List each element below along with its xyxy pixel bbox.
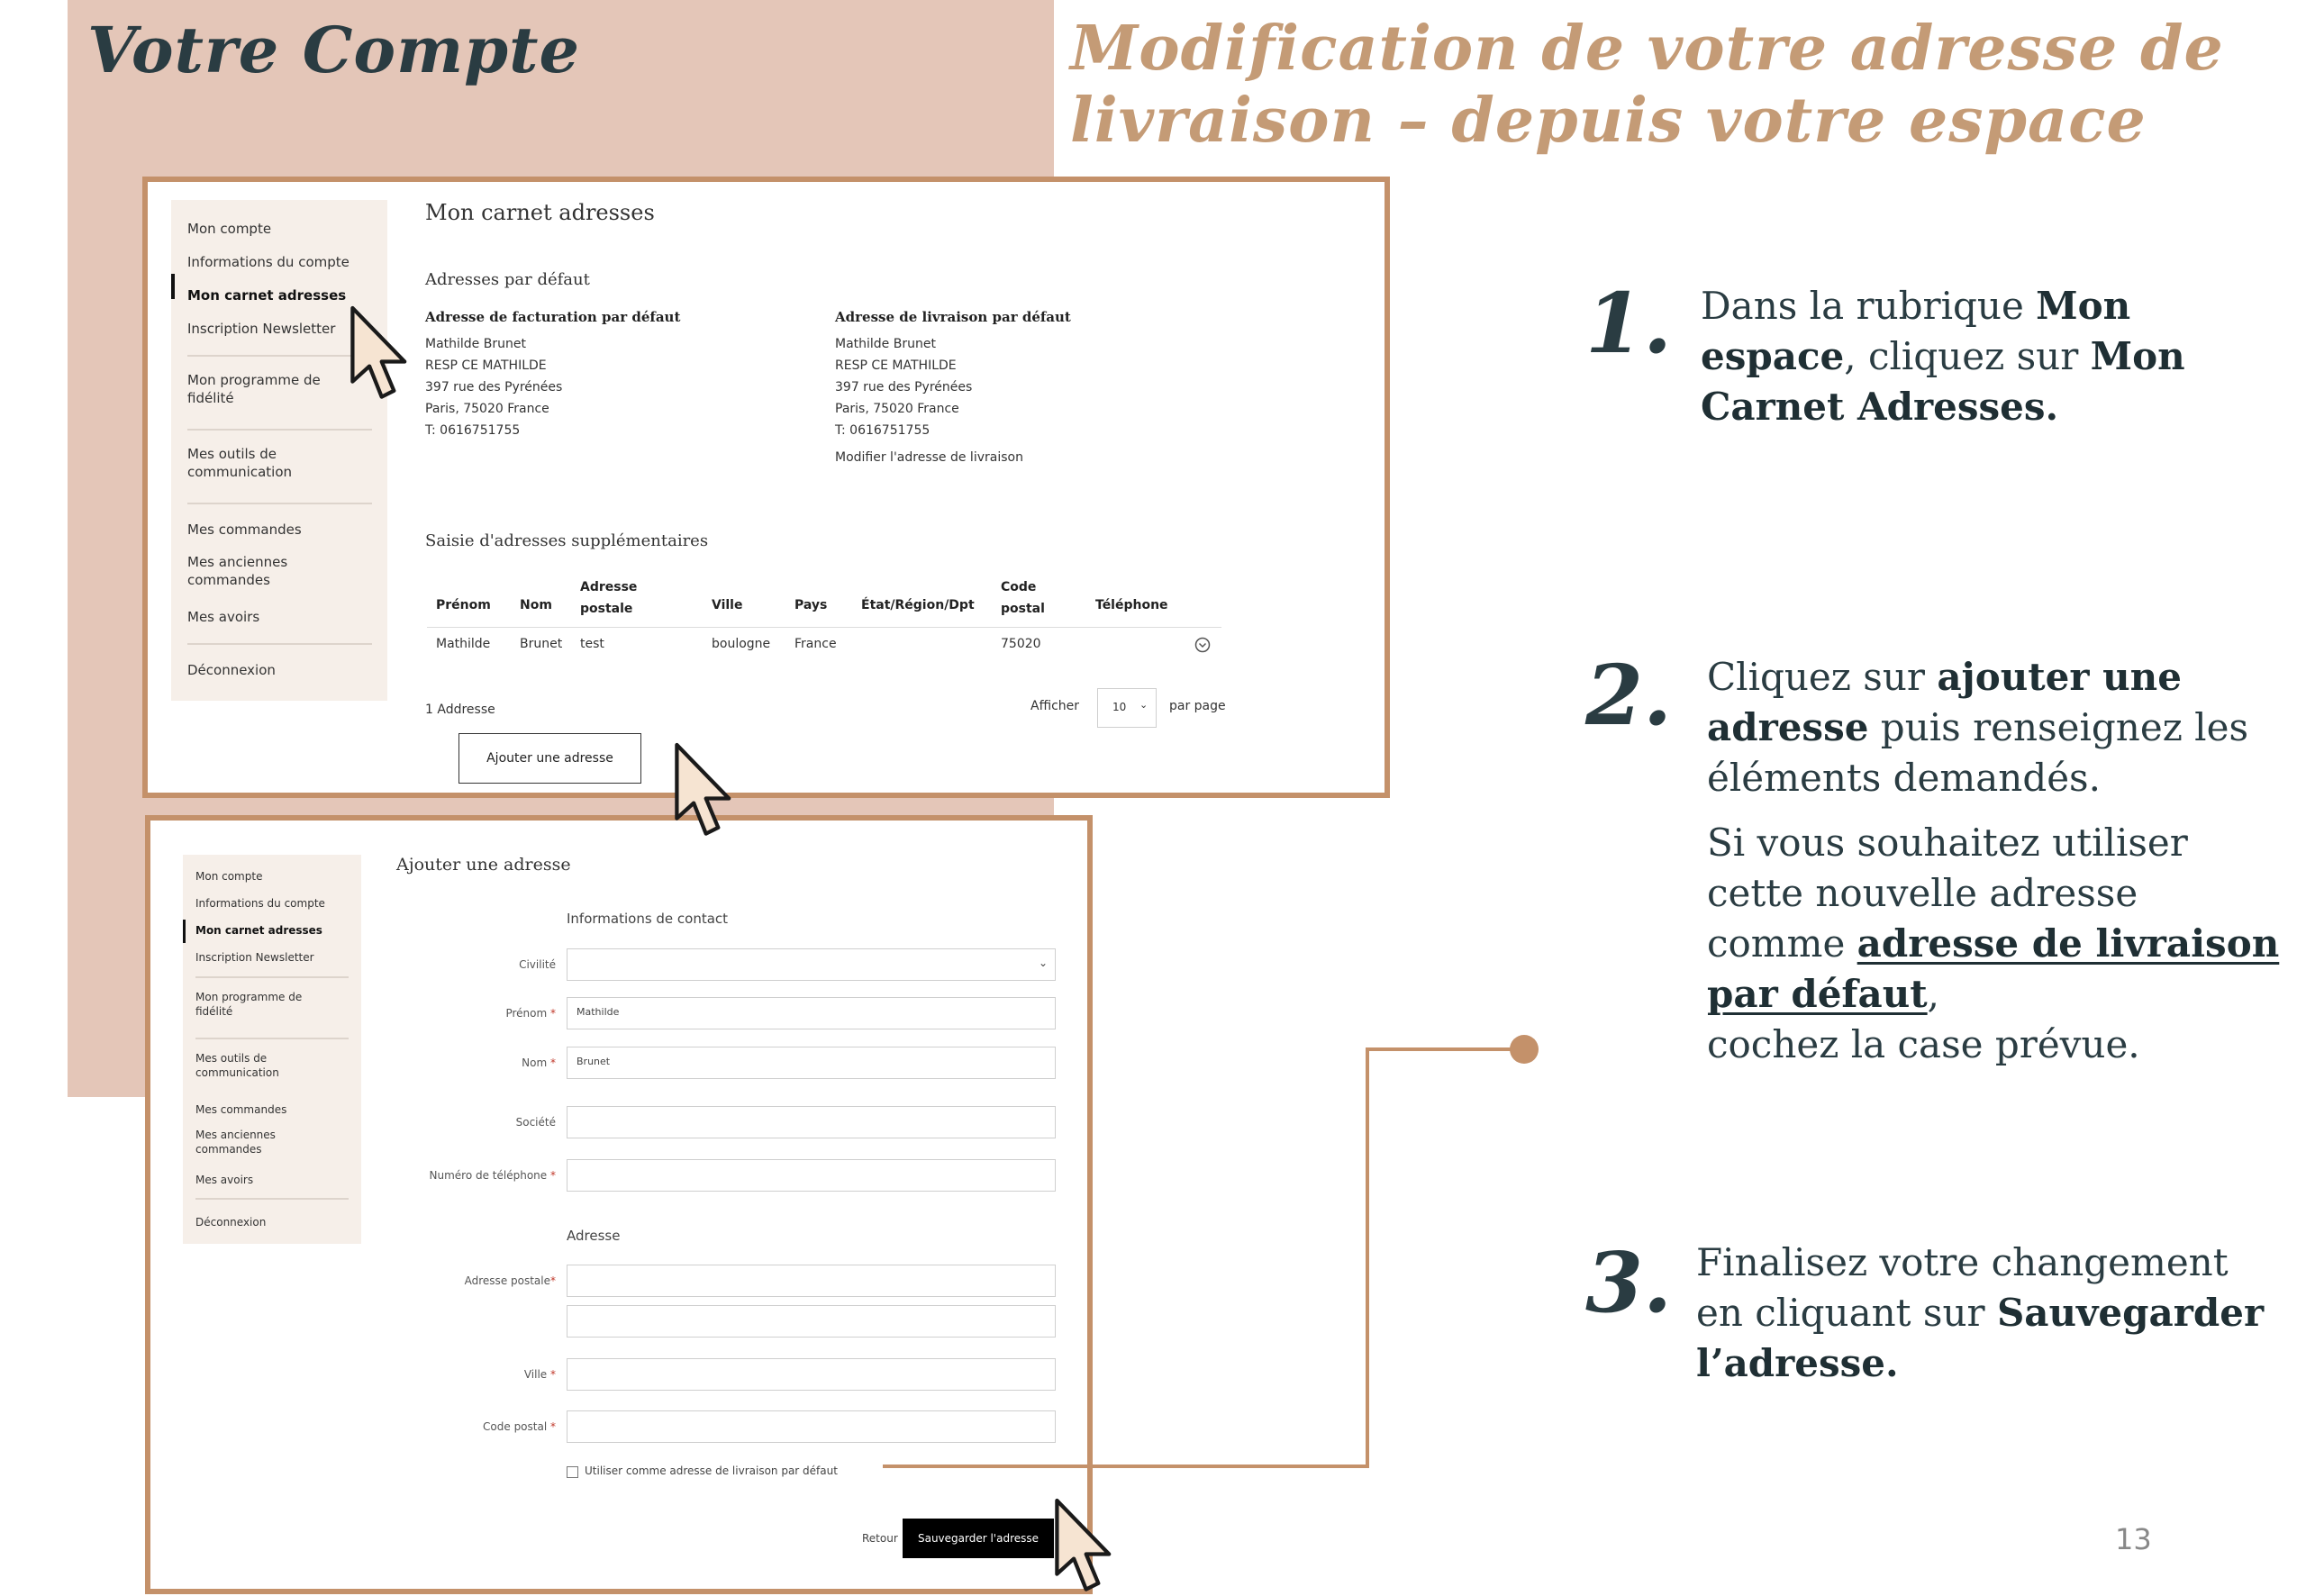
sidebar-item-informations[interactable]: Informations du compte [195,897,325,910]
phone-label-text: Numéro de téléphone [429,1169,548,1182]
lastname-input[interactable]: Brunet [567,1047,1056,1079]
table-cell: test [580,637,604,651]
step-text-bold: ajouter une adresse [1707,655,2182,749]
edit-shipping-link[interactable]: Modifier l'adresse de livraison [835,450,1023,465]
extra-addresses-heading: Saisie d'adresses supplémentaires [425,531,709,550]
required-mark: * [550,1169,556,1182]
table-header: Nom [520,598,552,612]
step-1-number: 1. [1585,275,1673,372]
step-text-bold: Sauvegarder l’adresse. [1696,1291,2265,1385]
step-3-number: 3. [1585,1234,1673,1331]
sidebar-item-anciennes-commandes[interactable]: Mes anciennes commandes [195,1129,276,1156]
table-header: Téléphone [1095,598,1168,612]
back-link[interactable]: Retour [862,1532,898,1545]
default-shipping-checkbox-label[interactable]: Utiliser comme adresse de livraison par défaut [585,1465,838,1477]
firstname-input[interactable]: Mathilde [567,997,1056,1029]
sidebar-item-anciennes-commandes[interactable]: Mes anciennes commandes [187,554,288,589]
page-title: Ajouter une adresse [396,855,571,875]
step-2-note [1707,818,2283,1070]
billing-line: Mathilde Brunet [425,337,526,351]
billing-line: Paris, 75020 France [425,402,549,416]
billing-line: RESP CE MATHILDE [425,358,547,373]
sidebar-item-deconnexion[interactable]: Déconnexion [195,1216,267,1229]
step-text-bold: Mon espace [1701,284,2131,378]
shipping-line: 397 rue des Pyrénées [835,380,973,394]
shipping-line: Paris, 75020 France [835,402,959,416]
page-title: Mon carnet adresses [425,200,655,225]
table-header: État/Région/Dpt [861,598,975,612]
sidebar-item-mon-compte[interactable]: Mon compte [195,870,263,883]
sidebar-item-informations[interactable]: Informations du compte [187,254,350,270]
sidebar-item-deconnexion[interactable]: Déconnexion [187,662,276,678]
sidebar-item-carnet-adresses[interactable]: Mon carnet adresses [195,924,322,937]
table-cell: Brunet [520,637,563,651]
required-mark: * [550,1274,556,1287]
step-text-part: Finalisez votre changement en cliquant sur [1696,1240,2229,1335]
sidebar-item-avoirs[interactable]: Mes avoirs [187,609,260,625]
step-3-text [1696,1238,2273,1389]
defaults-heading: Adresses par défaut [425,270,590,289]
firstname-label-text: Prénom [505,1007,548,1020]
sidebar-item-newsletter[interactable]: Inscription Newsletter [187,321,336,337]
required-mark: * [550,1007,556,1020]
step-text-part: Dans la rubrique [1701,284,2037,328]
per-page-label: par page [1169,699,1226,713]
billing-heading: Adresse de facturation par défaut [425,309,681,325]
step-text-part: puis renseignez les éléments demandés. [1707,705,2249,800]
city-label-text: Ville [523,1368,548,1381]
sidebar-item-outils[interactable]: Mes outils de communication [195,1052,279,1080]
show-label: Afficher [1030,699,1080,713]
sidebar-item-mon-compte[interactable]: Mon compte [187,221,272,237]
table-header: Adresse postale [580,580,638,616]
step-text-part: Si vous souhaitez utiliser cette nouvelle adresse comme [1707,821,2188,966]
sidebar-item-fidelite[interactable]: Mon programme de fidélité [195,991,303,1019]
required-mark: * [550,1056,556,1069]
required-mark: * [550,1368,556,1381]
add-address-button[interactable]: Ajouter une adresse [458,733,641,784]
step-text-bold-underlined: adresse de livraison par défaut [1707,921,2280,1016]
per-page-value: 10 [1112,701,1127,713]
chevron-down-icon: ⌄ [1139,699,1148,711]
table-header: Ville [712,598,743,612]
street-label-text: Adresse postale [464,1274,550,1287]
billing-line: T: 0616751755 [425,423,521,438]
step-2-number: 2. [1585,647,1673,744]
step-2-text [1707,652,2283,803]
shipping-line: T: 0616751755 [835,423,931,438]
step-text-part: , [1927,972,1939,1016]
civility-label: Civilité [519,958,556,971]
company-label: Société [515,1116,556,1129]
table-header: Code postal [1001,580,1045,616]
table-cell: boulogne [712,637,771,651]
shipping-heading: Adresse de livraison par défaut [835,309,1071,325]
required-mark: * [550,1420,556,1433]
step-text-part: cochez la case prévue. [1707,1022,2140,1066]
slide-subtitle: Modification de votre adresse de livraison – depuis votre espace [1070,13,2224,157]
sidebar-item-carnet-adresses[interactable]: Mon carnet adresses [187,287,347,304]
shipping-line: RESP CE MATHILDE [835,358,957,373]
sidebar-item-avoirs[interactable]: Mes avoirs [195,1174,254,1186]
chevron-down-icon: ⌄ [1038,957,1048,969]
table-header: Prénom [436,598,491,612]
lastname-label-text: Nom [522,1056,548,1069]
billing-line: 397 rue des Pyrénées [425,380,563,394]
step-text-part: , cliquez sur [1844,334,2091,378]
save-address-button[interactable]: Sauvegarder l'adresse [903,1519,1054,1558]
sidebar-item-commandes[interactable]: Mes commandes [195,1103,287,1116]
page-number: 13 [2115,1522,2152,1556]
sidebar-item-newsletter[interactable]: Inscription Newsletter [195,951,314,964]
table-cell: France [794,637,837,651]
address-heading: Adresse [567,1228,621,1244]
table-cell: Mathilde [436,637,491,651]
slide-title: Votre Compte [87,13,580,87]
sidebar-item-commandes[interactable]: Mes commandes [187,521,302,538]
sidebar-item-outils[interactable]: Mes outils de communication [187,446,293,481]
shipping-line: Mathilde Brunet [835,337,936,351]
step-1-text [1701,281,2277,432]
sidebar-item-fidelite[interactable]: Mon programme de fidélité [187,372,321,407]
table-header: Pays [794,598,828,612]
table-cell: 75020 [1001,637,1041,651]
address-count: 1 Addresse [425,703,495,717]
contact-heading: Informations de contact [567,911,729,927]
step-text-bold: Mon Carnet Adresses. [1701,334,2185,429]
zip-label-text: Code postal [483,1420,548,1433]
step-text-part: Cliquez sur [1707,655,1938,699]
